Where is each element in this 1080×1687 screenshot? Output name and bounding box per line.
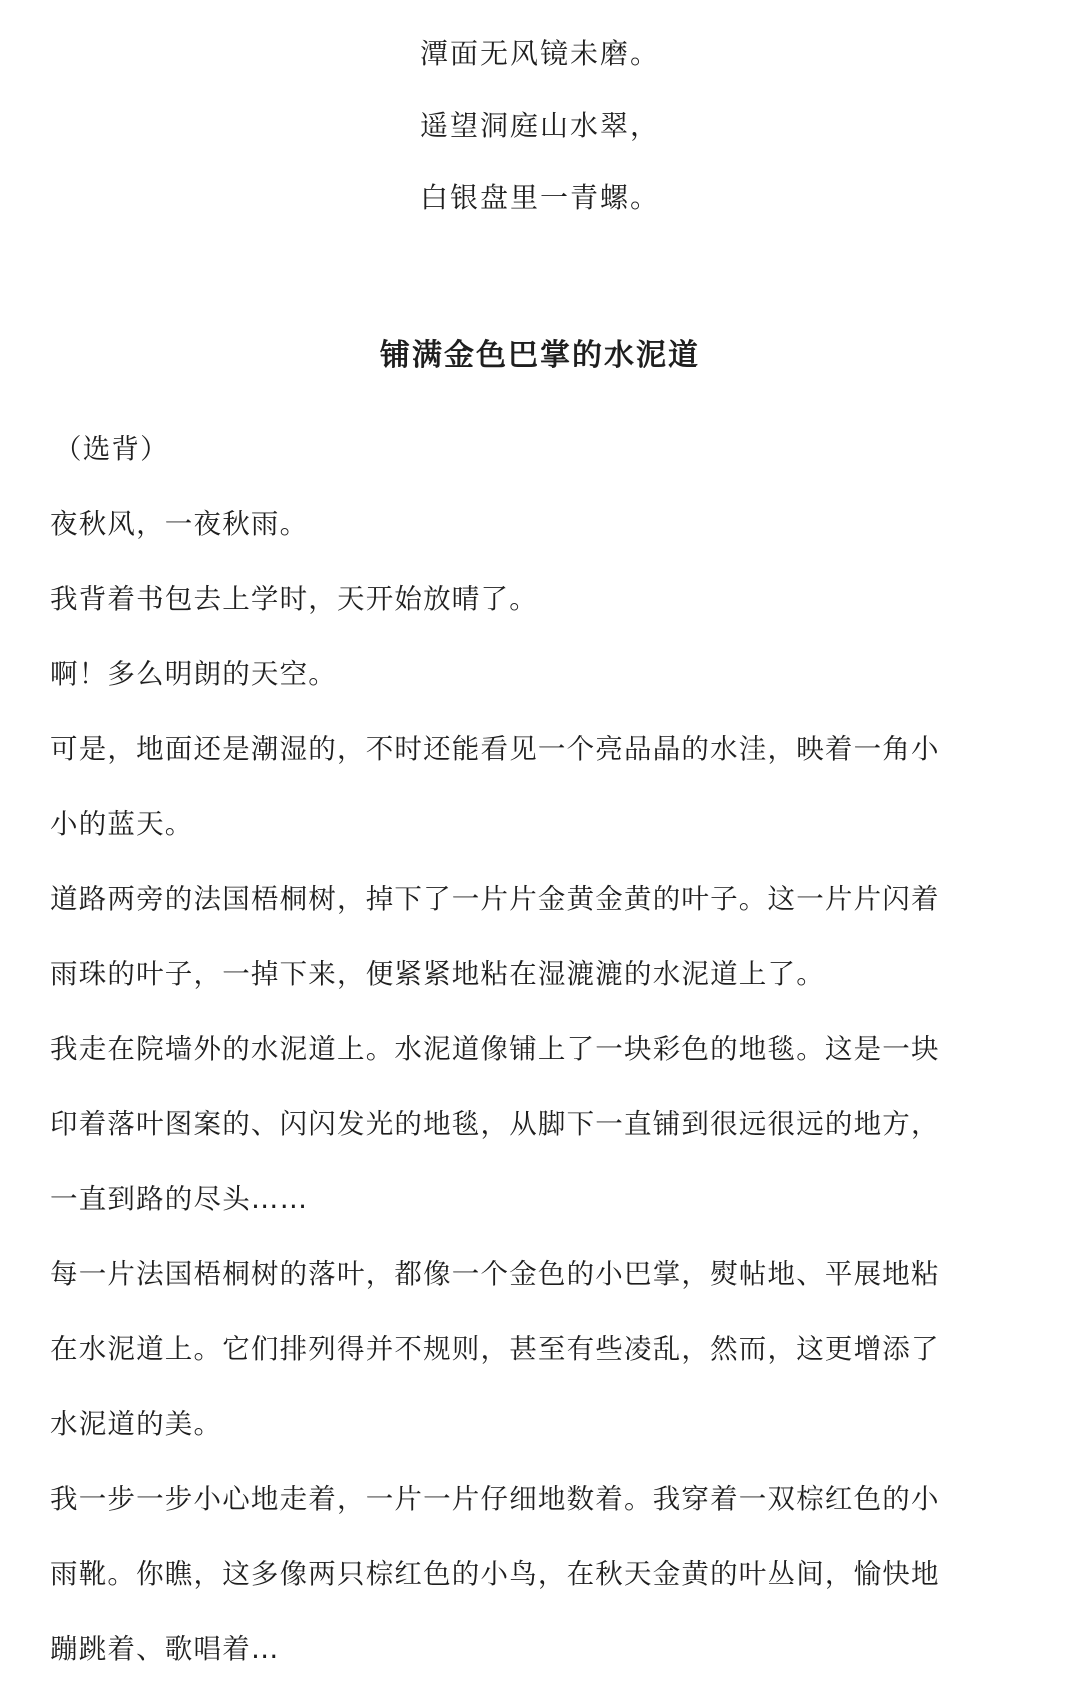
recitation-note: （选背）	[54, 433, 169, 465]
body-line: 雨珠的叶子，一掉下来，便紧紧地粘在湿漉漉的水泥道上了。	[50, 958, 825, 990]
body-line: 在水泥道上。它们排列得并不规则，甚至有些凌乱，然而，这更增添了	[50, 1333, 940, 1365]
body-line: 我走在院墙外的水泥道上。水泥道像铺上了一块彩色的地毯。这是一块	[50, 1033, 940, 1065]
body-line: 啊！多么明朗的天空。	[50, 658, 337, 690]
body-line: 道路两旁的法国梧桐树，掉下了一片片金黄金黄的叶子。这一片片闪着	[50, 883, 940, 915]
poem	[0, 38, 1080, 254]
body-line: 夜秋风，一夜秋雨。	[50, 508, 309, 540]
body-line: 小的蓝天。	[50, 808, 194, 840]
body-line: 雨靴。你瞧，这多像两只棕红色的小鸟，在秋天金黄的叶丛间，愉快地	[50, 1558, 940, 1590]
body-line: 一直到路的尽头……	[50, 1183, 309, 1215]
article-title: 铺满金色巴掌的水泥道	[380, 338, 700, 373]
body-line: 可是，地面还是潮湿的，不时还能看见一个亮品晶的水洼，映着一角小	[50, 733, 940, 765]
body-line: 我一步一步小心地走着，一片一片仔细地数着。我穿着一双棕红色的小	[50, 1483, 940, 1515]
poem-line: 遥望洞庭山水翠，	[419, 109, 660, 142]
article-body	[50, 412, 1045, 1687]
body-line: 每一片法国梧桐树的落叶，都像一个金色的小巴掌，熨帖地、平展地粘	[50, 1258, 940, 1290]
poem-line: 白银盘里一青螺。	[419, 181, 660, 214]
body-line: 水泥道的美。	[50, 1408, 223, 1440]
body-line: 我背着书包去上学时，天开始放晴了。	[50, 583, 538, 615]
poem-line: 潭面无风镜未磨。	[419, 37, 660, 70]
body-line: 印着落叶图案的、闪闪发光的地毯，从脚下一直铺到很远很远的地方，	[50, 1108, 940, 1140]
body-line: 蹦跳着、歌唱着…	[50, 1633, 280, 1665]
